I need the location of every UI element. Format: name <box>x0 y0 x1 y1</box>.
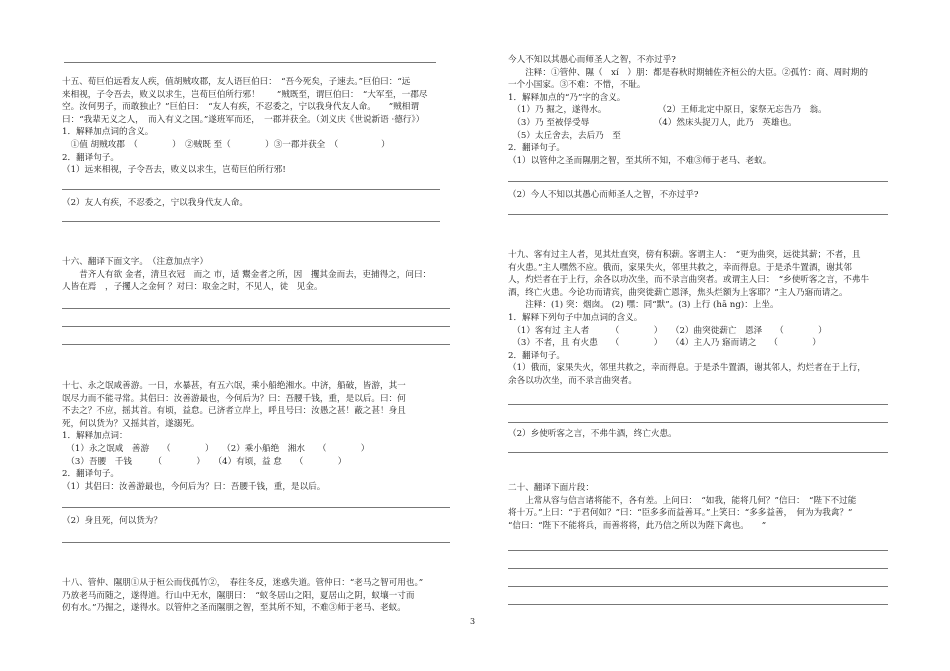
q19-sentence-1b: 余各以功次坐，而不录言曲突者。 <box>508 375 637 386</box>
answer-line[interactable] <box>508 181 888 182</box>
q19-task-1-row-2: （3）不者，且 有火患 （ ） （4）主人乃 寤而请之 （ ） <box>508 338 821 349</box>
page-number: 3 <box>470 617 476 626</box>
q18-notes-1: 注释：①管仲、隰（ xí ）朋：都是春秋时期辅佐齐桓公的大臣。②孤竹：商、周时期的 <box>508 67 868 78</box>
q18-line-3: 仞有水。”乃掘之，遂得水。以管仲之圣而隰朋之智，至其所不知，不难③师于老马、老蚁。 <box>62 603 406 614</box>
q15-task-2: 2．翻译句子。 <box>62 152 120 163</box>
answer-line[interactable] <box>62 542 450 543</box>
top-rule-left <box>64 62 436 63</box>
q18-line-2: 乃放老马而随之，遂得道。行山中无水，隰朋曰： “蚁冬居山之阳，夏居山之阴，蚁壤一寸而 <box>62 590 415 601</box>
answer-line[interactable] <box>508 568 888 569</box>
answer-line[interactable] <box>508 214 888 215</box>
q15-line-2: 来相视，子令吾去，败义以求生，岂荀巨伯所行邪！ ”贼既至，谓巨伯曰： “大军至，一郡尽 <box>62 89 428 100</box>
q15-sentence-2: （2）友人有疾，不忍委之，宁以我身代友人命。 <box>62 197 248 208</box>
q15-task-1: 1．解释加点词的含义。 <box>62 127 154 138</box>
q19-sentence-1a: （1）俄而，家果失火，邻里共救之，幸而得息。于是杀牛置酒，谢其邻人，灼烂者在于上行， <box>508 363 866 374</box>
q15-sentence-1: （1）远来相视，子令吾去，败义以求生，岂荀巨伯所行邪! <box>62 165 286 176</box>
q16-title: 十六、翻译下面文字。 （注意加点字） <box>62 257 209 267</box>
q18-task-2: 2．翻译句子。 <box>508 143 566 154</box>
answer-line[interactable] <box>62 189 440 190</box>
q16-line-2: 人皆在焉 ，子攫人之金何 ？对曰：取金之时，不见人，徒 见金。 <box>62 282 323 293</box>
question-17 <box>62 380 450 550</box>
question-18-continued <box>508 54 888 222</box>
q17-line-4: 死，何以货为？又摇其首，遂溺死。 <box>62 418 200 429</box>
answer-line[interactable] <box>508 422 888 423</box>
q19-task-2: 2．翻译句子。 <box>508 350 566 361</box>
answer-line[interactable] <box>62 308 450 309</box>
answer-line[interactable] <box>62 507 450 508</box>
answer-line[interactable] <box>508 550 888 551</box>
q17-task-1-row-2: （3）吾腰 千钱 （ ） （4）有顷，益 怠 （ ） <box>62 456 347 467</box>
q19-line-3: 人，灼烂者在于上行，余各以功次坐，而不录言曲突者。或谓主人曰： “乡使听客之言，不弗牛 <box>508 275 870 286</box>
q18-task-1: 1．解释加点的“乃”字的含义。 <box>508 92 626 103</box>
q18-sentence-2: （2）今人不知以其愚心而师圣人之智，不亦过乎? <box>508 190 699 201</box>
q18-line-4: 今人不知以其愚心而师圣人之智，不亦过乎? <box>508 55 676 65</box>
q18-task-1-row-2: （3）乃 至被俘受辱 （4）然床头捉刀人，此乃 英雄也。 <box>508 117 797 128</box>
q18-task-1-row-1: （1）乃 掘之，遂得水。 （2）王师北定中原日，家祭无忘告乃 翁。 <box>508 105 827 116</box>
q18-sentence-1: （1）以管仲之圣而隰朋之智，至其所不知，不难③师于老马、老蚁。 <box>508 155 772 166</box>
q19-task-1: 1．解释下列句子中加点词的含义。 <box>508 312 643 323</box>
answer-line[interactable] <box>508 452 888 453</box>
q19-line-1: 十九、客有过主人者，见其灶直突，傍有积薪。客谓主人： “更为曲突，远徙其薪；不者，且 <box>508 250 861 260</box>
q18-task-1-row-3: （5）太丘舍去，去后乃 至 <box>508 130 621 141</box>
q17-sentence-2: （2）身且死，何以货为？ <box>62 516 162 527</box>
q19-line-4: 酒，终亡火患。今论功而请宾，曲突徙薪亡恩泽，焦头烂额为上客耶？”主人乃寤而请之。 <box>508 287 848 298</box>
answer-line[interactable] <box>62 221 440 222</box>
q19-sentence-2: （2）乡使听客之言，不弗牛酒，终亡火患。 <box>508 428 677 439</box>
q19-notes: 注释：(1) 突：烟囱。 (2) 嘿：同“默”。(3) 上行 (hā ng)：上坐。 <box>508 300 779 311</box>
question-20 <box>508 482 888 606</box>
q15-line-4: 曰：“我辈无义之人， 而入有义之国。”遂班军而还， 一郡并获全。（刘义庆《世说新语 ·德行》） <box>62 114 425 125</box>
q15-line-1: 十五、荀巨伯远看友人疾，值胡贼攻郡，友人语巨伯曰： “吾今死矣，子速去。”巨伯曰：“远 <box>62 77 411 87</box>
answer-line[interactable] <box>62 326 450 327</box>
q17-line-1: 十七、永之氓咸善游。一日，水暴甚，有五六氓，乘小船绝湘水。中济，船破，皆游，其一 <box>62 381 406 391</box>
q19-line-2: 有火患。”主人嘿然不应。俄而，家果失火，邻里共救之，幸而得息。于是杀牛置酒，谢其邻 <box>508 262 852 273</box>
q20-line-2: 将十万。”上曰：“于君何如？”曰：“臣多多而益善耳。”上笑曰：“多多益善， 何为为我禽？” <box>508 508 853 519</box>
q15-line-3: 空。汝何男子，而敢独止？”巨伯曰： “友人有疾，不忍委之，宁以我身代友人命。 ”贼相谓 <box>62 102 419 113</box>
q15-task-1-items: ①值 胡贼攻郡 （ ） ②贼既 至（ ）③一郡并获全 （ ） <box>62 139 390 150</box>
q17-task-2: 2．翻译句子。 <box>62 469 120 480</box>
q19-task-1-row-1: （1）客有过 主人者 （ ） （2）曲突徙薪亡 恩泽 （ ） <box>508 325 827 336</box>
q17-line-3: 不去之？不应，摇其首。有顷，益怠。已济者立岸上，呼且号曰：汝愚之甚！蔽之甚！身且 <box>62 406 406 417</box>
q18-line-1: 十八、管仲、隰朋①从于桓公而伐孤竹②， 春往冬反，迷惑失道。管仲曰：“老马之智可用也。” <box>62 578 424 588</box>
answer-line[interactable] <box>508 404 888 405</box>
q20-title: 二十、翻译下面片段： <box>508 483 594 493</box>
answer-line[interactable] <box>508 586 888 587</box>
question-16 <box>62 256 450 352</box>
q18-notes-2: 一个小国家。③不难：不惜，不耻。 <box>508 80 646 91</box>
q17-sentence-1: （1）其侣曰：汝善游最也，今何后为？曰：吾腰千钱，重，是以后。 <box>62 481 326 492</box>
q20-line-3: “信曰：“陛下不能将兵，而善将将，此乃信之所以为陛下禽也。 ” <box>508 520 767 531</box>
q17-line-2: 氓尽力而不能寻常。其侣曰：汝善游最也，今何后为？曰：吾腰千钱，重，是以后。曰：何 <box>62 393 406 404</box>
q16-line-1: 昔齐人有欲 金者，清旦衣冠 而之 市，适 鬻金者之所，因 攫其金而去，吏捕得之，问曰： <box>62 269 432 280</box>
answer-line[interactable] <box>62 344 450 345</box>
answer-line[interactable] <box>508 604 888 605</box>
question-19 <box>508 249 888 460</box>
q17-task-1-row-1: （1）永之氓咸 善游 （ ） （2）乘小船绝 湘水 （ ） <box>62 443 370 454</box>
question-15 <box>62 76 450 229</box>
q20-line-1: 上常从容与信言诸将能不，各有差。上问曰： “如我，能将几何？”信曰： “陛下不过能 <box>508 495 857 506</box>
q17-task-1: 1．解释加点词： <box>62 431 128 442</box>
question-18 <box>62 577 450 615</box>
